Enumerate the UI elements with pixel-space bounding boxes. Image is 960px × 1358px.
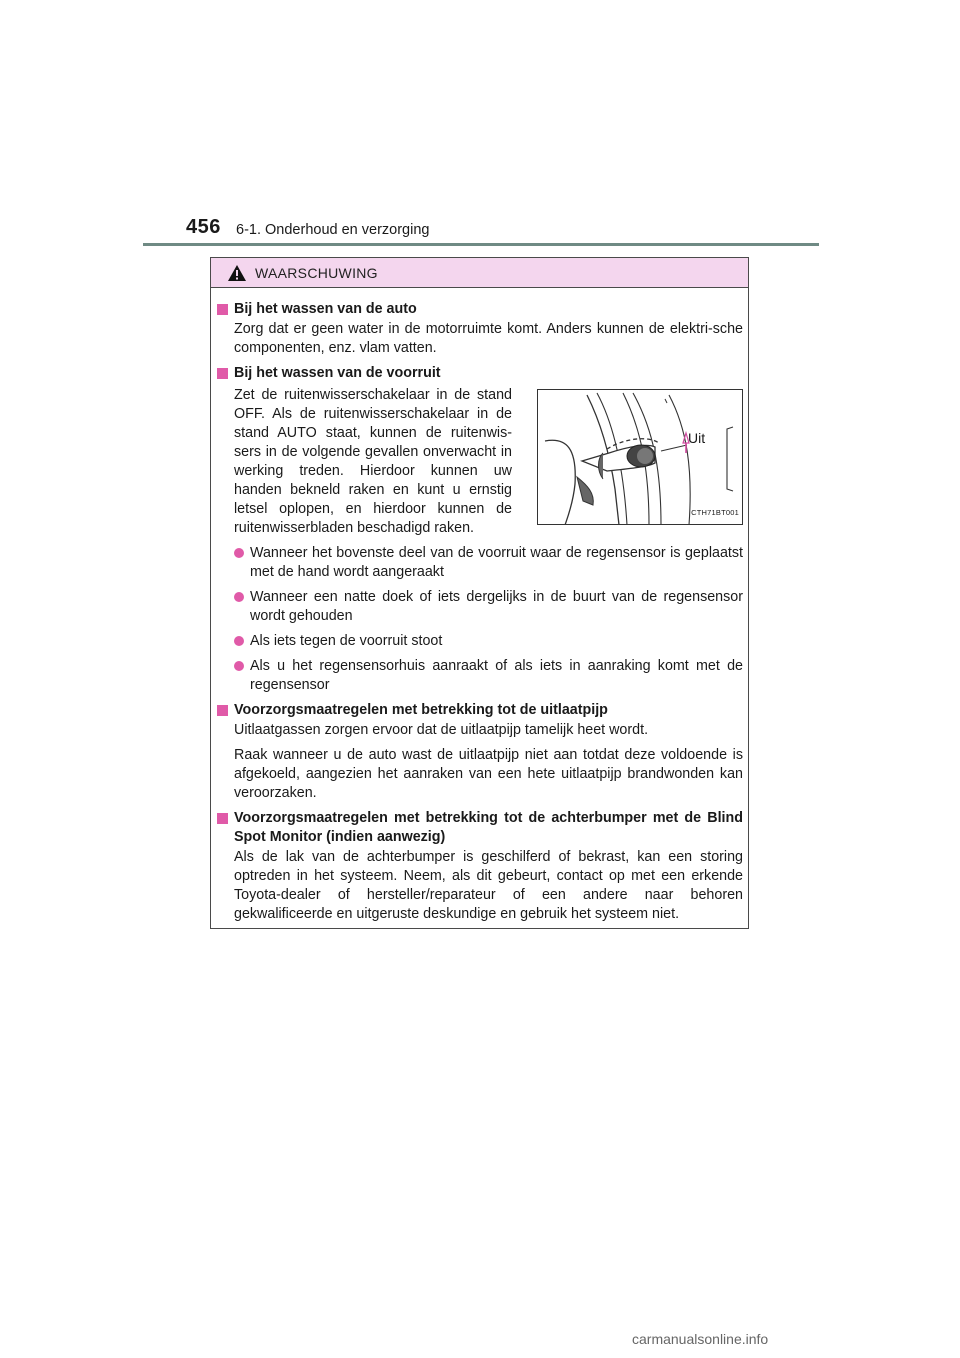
watermark: carmanualsonline.info <box>632 1331 769 1347</box>
windshield-section <box>234 386 743 538</box>
item-heading <box>217 364 743 383</box>
paragraph: Uitlaatgassen zorgen ervoor dat de uitlaatpijp tamelijk heet wordt. <box>234 722 649 738</box>
square-bullet-icon <box>217 368 228 379</box>
paragraph: Raak wanneer u de auto wast de uitlaatpijp niet aan totdat deze voldoende is afgekoeld, aangezien het aanraken van een hete uitlaatpijp brandwonden kan veroorzaken. <box>234 747 743 801</box>
warning-header <box>211 258 748 288</box>
heading-text: Bij het wassen van de voorruit <box>234 365 441 381</box>
paragraph: Zorg dat er geen water in de motorruimte komt. Anders kunnen de elektri-sche componenten, enz. vlam vatten. <box>234 321 743 356</box>
warning-content <box>217 300 743 924</box>
list-item <box>234 657 743 695</box>
circle-bullet-icon <box>234 592 244 602</box>
figure-label-off: Uit <box>688 430 706 446</box>
figure-code: CTH71BT001 <box>691 508 739 517</box>
wiper-switch-figure <box>537 389 743 525</box>
item-heading <box>217 809 743 847</box>
square-bullet-icon <box>217 705 228 716</box>
bullet-text: Wanneer een natte doek of iets dergelijks in de buurt van de regensensor wordt gehouden <box>250 589 743 624</box>
page-number: 456 <box>186 216 221 238</box>
heading-text: Voorzorgsmaatregelen met betrekking tot de uitlaatpijp <box>234 702 608 718</box>
bullet-text: Als iets tegen de voorruit stoot <box>250 633 443 649</box>
bullet-text: Als u het regensensorhuis aanraakt of als iets in aanraking komt met de regensensor <box>250 658 743 693</box>
header-rule <box>143 243 819 246</box>
circle-bullet-icon <box>234 661 244 671</box>
list-item <box>234 544 743 582</box>
bullet-text: Wanneer het bovenste deel van de voorruit waar de regensensor is geplaatst met de hand wordt aangeraakt <box>250 545 743 580</box>
square-bullet-icon <box>217 304 228 315</box>
warning-icon <box>227 264 247 282</box>
intro-text: Zet de ruitenwisserschakelaar in de stand OFF. Als de ruitenwisserschakelaar in de stand AUTO staat, kunnen de ruitenwis-sers in de volgende gevallen onverwacht in werking treden. Hierdoor kunnen uw handen bekneld raken en kunt u ernstig letsel oplopen, en hierdoor kunnen de ruitenwisserbladen beschadigd raken. <box>234 387 512 536</box>
circle-bullet-icon <box>234 548 244 558</box>
warning-box <box>210 257 749 929</box>
paragraph: Als de lak van de achterbumper is geschilferd of bekrast, kan een storing optreden in het systeem. Neem, als dit gebeurt, contact op met een erkende Toyota-dealer of hersteller/reparateur of een andere naar behoren gekwalificeerde en uitgeruste deskundige en gebruik het systeem niet. <box>234 849 743 922</box>
square-bullet-icon <box>217 813 228 824</box>
circle-bullet-icon <box>234 636 244 646</box>
heading-text: Bij het wassen van de auto <box>234 301 417 317</box>
item-heading <box>217 300 743 319</box>
heading-text: Voorzorgsmaatregelen met betrekking tot de achterbumper met de Blind Spot Monitor (indien aanwezig) <box>234 810 743 845</box>
warning-title: WAARSCHUWING <box>255 264 378 281</box>
section-title: 6-1. Onderhoud en verzorging <box>236 222 430 238</box>
list-item <box>234 588 743 626</box>
list-item <box>234 632 743 651</box>
item-heading <box>217 701 743 720</box>
